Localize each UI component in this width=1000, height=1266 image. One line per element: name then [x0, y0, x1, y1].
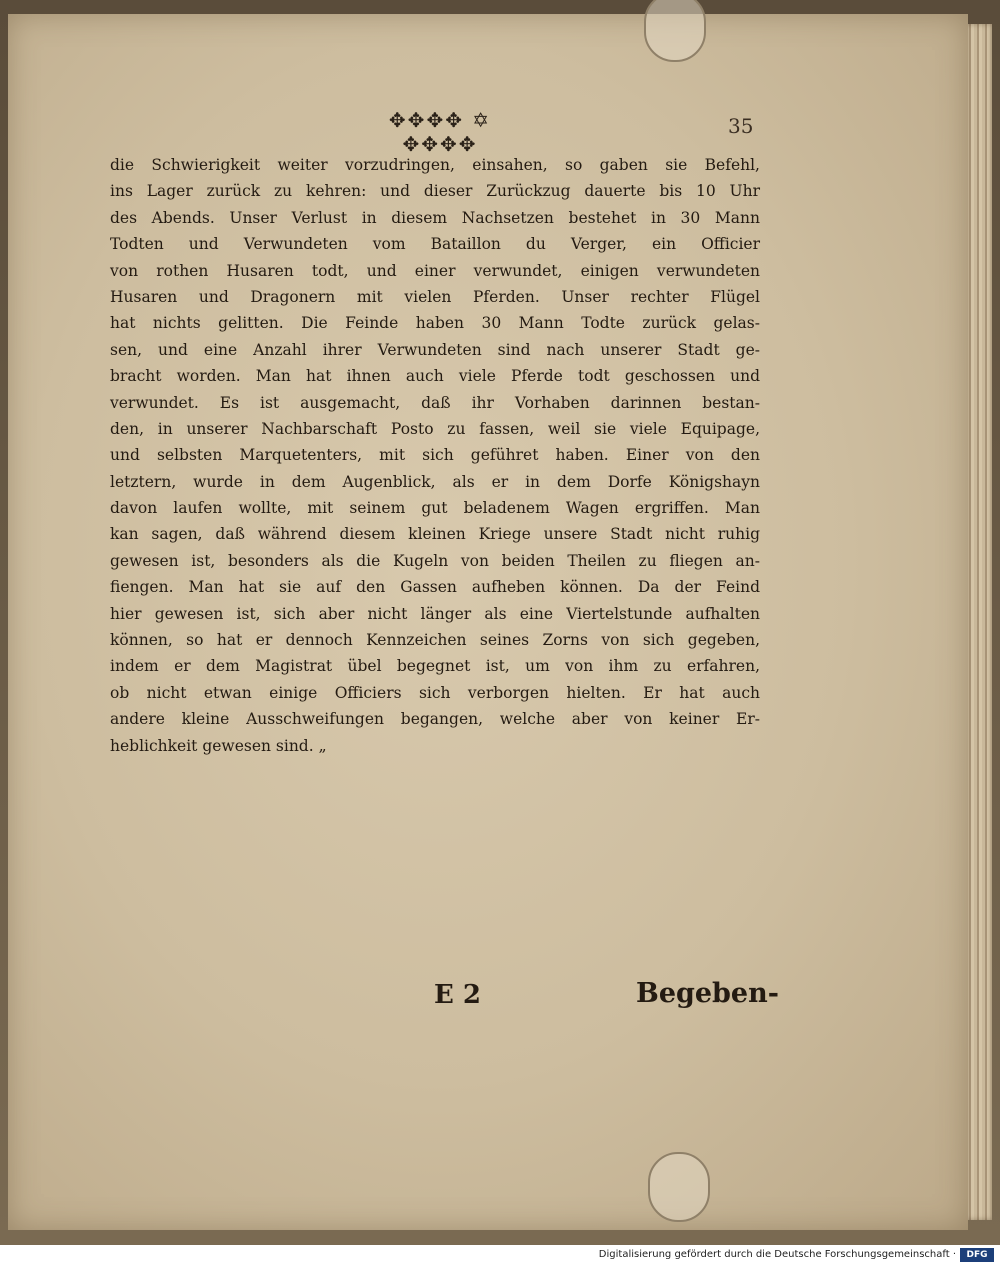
catchword: Begeben- — [636, 978, 779, 1009]
text-line: ob nicht etwan einige Officiers sich verborgen hielten. Er hat auch — [110, 683, 760, 702]
text-line: ins Lager zurück zu kehren: und dieser Zurückzug dauerte bis 10 Uhr — [110, 182, 760, 201]
text-line: fiengen. Man hat sie auf den Gassen aufheben können. Da der Feind — [110, 578, 760, 597]
text-line: und selbsten Marquetenters, mit sich geführet haben. Einer von den — [110, 446, 760, 465]
text-line: den, in unserer Nachbarschaft Posto zu fassen, weil sie viele Equipage, — [110, 419, 760, 438]
text-line: hat nichts gelitten. Die Feinde haben 30 Mann Todte zurück gelas- — [110, 314, 760, 333]
text-line: hier gewesen ist, sich aber nicht länger als eine Viertelstunde aufhalten — [110, 604, 760, 623]
credit-text: Digitalisierung gefördert durch die Deutsche Forschungsgemeinschaft · — [598, 1249, 956, 1260]
text-line: Husaren und Dragonern mit vielen Pferden. Unser rechter Flügel — [110, 287, 760, 306]
text-line: indem er dem Magistrat übel begegnet ist, um von ihm zu erfahren, — [110, 657, 760, 676]
page-number: 35 — [728, 114, 754, 138]
text-line: des Abends. Unser Verlust in diesem Nachsetzen bestehet in 30 Mann — [110, 208, 760, 227]
text-line: kan sagen, daß während diesem kleinen Kriege unsere Stadt nicht ruhig — [110, 525, 760, 544]
dfg-logo: DFG — [960, 1248, 994, 1262]
signature-mark: E 2 — [434, 980, 481, 1010]
text-line: von rothen Husaren todt, und einer verwundet, einigen verwundeten — [110, 261, 760, 280]
text-line: andere kleine Ausschweifungen begangen, welche aber von keiner Er- — [110, 710, 760, 729]
text-line: können, so hat er dennoch Kennzeichen seines Zorns von sich gegeben, — [110, 631, 760, 650]
text-line: verwundet. Es ist ausgemacht, daß ihr Vorhaben darinnen bestan- — [110, 393, 760, 412]
text-line: davon laufen wollte, mit seinem gut beladenem Wagen ergriffen. Man — [110, 499, 760, 518]
top-clip — [644, 0, 706, 62]
text-line: sen, und eine Anzahl ihrer Verwundeten sind nach unserer Stadt ge- — [110, 340, 760, 359]
bottom-clip — [648, 1152, 710, 1222]
text-line: die Schwierigkeit weiter vorzudringen, einsahen, so gaben sie Befehl, — [110, 156, 760, 174]
text-line: Todten und Verwundeten vom Bataillon du Verger, ein Officier — [110, 235, 760, 254]
text-line: letztern, wurde in dem Augenblick, als er in dem Dorfe Königshayn — [110, 472, 760, 491]
text-line: bracht worden. Man hat ihnen auch viele Pferde todt geschossen und — [110, 367, 760, 386]
page-edge-stack — [966, 24, 992, 1220]
header-ornament: ✥✥✥✥ ✡ ✥✥✥✥ — [388, 108, 492, 156]
text-line: heblichkeit gewesen sind. „ — [110, 736, 327, 755]
body-text — [110, 152, 760, 759]
text-line: gewesen ist, besonders als die Kugeln von beiden Theilen zu fliegen an- — [110, 551, 760, 570]
